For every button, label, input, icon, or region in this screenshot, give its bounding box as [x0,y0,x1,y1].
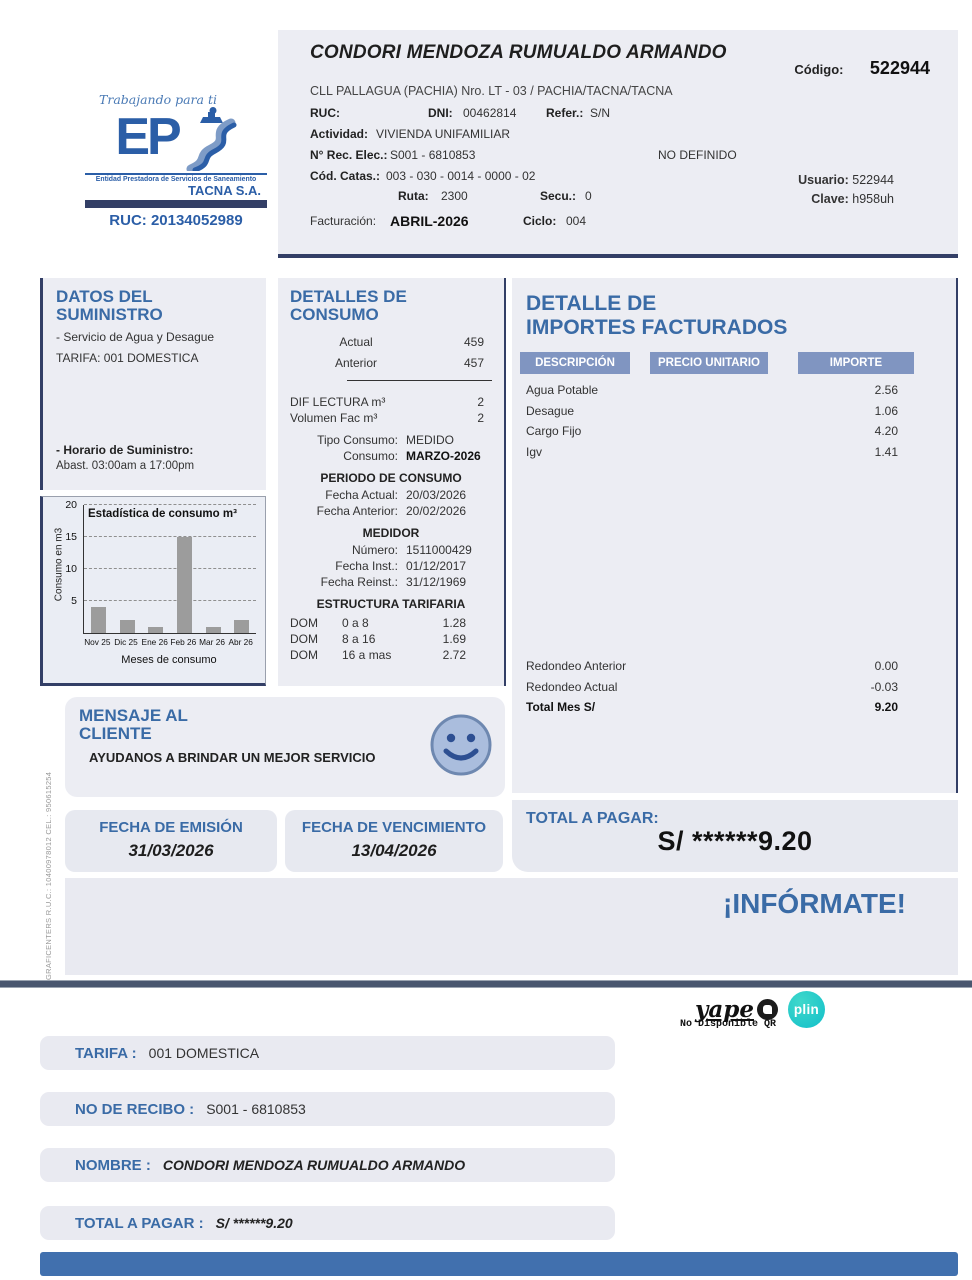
yape-badge-icon [757,999,778,1020]
col-importe: IMPORTE [798,352,914,374]
total-pagar-box [512,800,958,872]
redondeo-actual-label: Redondeo Actual [526,679,618,694]
resumen-nombre-bar [40,1148,615,1182]
importes-table-header [518,352,944,374]
refer-label: Refer.: [546,106,584,120]
fecha-vencimiento-label: FECHA DE VENCIMIENTO [301,819,487,836]
servicio-line: - Servicio de Agua y Desague [56,330,215,345]
logo-subtitle: Entidad Prestadora de Servicios de Saneamiento [85,173,267,183]
ruta-value: 2300 [441,189,468,203]
chart-y-axis-label: Consumo en m3 [53,527,65,602]
mensaje-body: AYUDANOS A BRINDAR UN MEJOR SERVICIO [89,750,376,766]
chart-x-labels [83,637,255,647]
importes-row [524,401,944,422]
printer-side-note: GRAFICENTERS R.U.C.: 10400978012 CEL.: 950615254 [44,771,53,980]
informate-section [65,878,958,975]
detalles-consumo-section [278,278,506,686]
chart-x-tick: Dic 25 [114,637,138,647]
chart-x-axis-label: Meses de consumo [121,654,217,666]
estructura-row [290,632,492,646]
total-mes-row [524,697,944,718]
estructura-title: ESTRUCTURA TARIFARIA [316,597,466,612]
estructura-precio: 1.69 [442,632,466,647]
resumen-tarifa-label: TARIFA : [75,1044,137,1062]
importes-title-line2: IMPORTES FACTURADOS [526,316,788,340]
codigo [794,58,930,79]
usuario [798,173,894,187]
estructura-cat: DOM [290,632,318,647]
chart-x-tick: Feb 26 [170,637,197,647]
consumo-chart [40,496,266,686]
importe-desc: Igv [526,444,543,459]
clave-value: h958uh [852,192,894,206]
resumen-total-bar [40,1206,615,1240]
logo-navy-bar [85,200,267,208]
volumen-label: Volumen Fac m³ [290,411,378,426]
estructura-cat: DOM [290,616,318,631]
estructura-rango: 8 a 16 [342,632,376,647]
ciclo-value: 004 [566,214,587,228]
rec-elec-label: N° Rec. Elec.: [310,148,388,162]
smiley-face-icon [429,713,493,782]
fecha-reinst-label: Fecha Reinst.: [320,575,398,590]
chart-plot [83,505,256,634]
redondeo-actual-value: -0.03 [870,679,898,694]
facturacion-value: ABRIL-2026 [390,213,469,229]
tarifa-line: TARIFA: 001 DOMESTICA [56,351,199,366]
logo-tagline: Trabajando para ti [99,92,217,107]
facturacion-label: Facturación: [310,214,377,228]
ciclo-label: Ciclo: [523,214,557,228]
chart-x-tick: Abr 26 [228,637,253,647]
qr-unavailable-note: No Disponible QR [680,1019,777,1030]
chart-bar [91,607,106,633]
total-pagar-label: TOTAL A PAGAR: [526,810,659,827]
actividad-value: VIVIENDA UNIFAMILIAR [376,127,511,141]
importe-valor: 1.06 [874,403,898,418]
resumen-recibo-bar [40,1092,615,1126]
horario-label: - Horario de Suministro: [56,443,194,458]
mensaje-title-line2: CLIENTE [79,723,152,743]
codigo-label: Código: [794,62,844,77]
importes-rows [512,380,956,462]
fecha-emision-box [65,810,277,872]
tipo-consumo-value: MEDIDO [406,433,454,448]
importes-row [524,442,944,463]
medidor-numero-label: Número: [351,543,398,558]
plin-logo-text: plin [793,1002,820,1017]
resumen-total-value: S/ ******9.20 [215,1215,293,1231]
redondeo-actual-row [524,677,944,698]
estructura-precio: 1.28 [442,616,466,631]
ruta-label: Ruta: [398,189,429,203]
fecha-inst-value: 01/12/2017 [406,559,467,574]
fecha-anterior-value: 20/02/2026 [406,504,467,519]
importe-valor: 2.56 [874,383,898,398]
fecha-actual-label: Fecha Actual: [325,488,398,503]
datos-suministro-section [40,278,266,490]
chart-bar [148,627,163,633]
actual-value: 459 [463,335,484,350]
mensaje-cliente-section [65,697,505,797]
redondeo-anterior-row [524,656,944,677]
estructura-row [290,648,492,662]
dif-lectura-label: DIF LECTURA m³ [290,395,386,410]
water-swoosh-icon [179,107,237,176]
redondeo-group [524,656,944,718]
chart-y-tick: 5 [71,595,77,607]
logo-brand-text: EP [115,108,179,166]
horario-value: Abast. 03:00am a 17:00pm [56,460,195,473]
importes-row [524,380,944,401]
chart-bars [84,505,256,633]
logo-company: TACNA S.A. [188,183,261,198]
chart-x-tick: Ene 26 [141,637,168,647]
fecha-anterior-label: Fecha Anterior: [316,504,398,519]
col-descripcion: DESCRIPCIÓN [520,352,630,374]
plin-logo [788,991,825,1028]
datos-title-line2: SUMINISTRO [56,304,163,324]
chart-title: Estadística de consumo m³ [88,508,237,520]
resumen-tarifa-bar [40,1036,615,1070]
chart-y-tick: 20 [65,499,77,511]
resumen-tarifa-value: 001 DOMESTICA [148,1045,260,1061]
rec-elec-value: S001 - 6810853 [390,148,476,162]
importes-facturados-section [512,278,958,793]
fecha-vencimiento-box [285,810,503,872]
total-pagar-value: S/ ******9.20 [657,826,813,856]
header-block [278,30,958,258]
tipo-consumo-label: Tipo Consumo: [317,433,398,448]
medidor-numero-value: 1511000429 [406,543,472,558]
customer-address: CLL PALLAGUA (PACHIA) Nro. LT - 03 / PACHIA/TACNA/TACNA [310,84,673,98]
codigo-value: 522944 [869,58,930,78]
dif-lectura-value: 2 [477,395,484,410]
chart-y-tick: 10 [65,563,77,575]
usuario-value: 522944 [852,173,894,187]
eps-logo [85,92,267,229]
total-mes-label: Total Mes S/ [526,700,596,714]
reading-separator [347,380,492,381]
fecha-actual-value: 20/03/2026 [406,488,467,503]
resumen-recibo-label: NO DE RECIBO : [75,1100,195,1118]
secu-value: 0 [585,189,592,203]
refer-value: S/N [590,106,611,120]
no-definido: NO DEFINIDO [658,148,737,162]
bottom-blue-bar [40,1252,958,1276]
redondeo-anterior-label: Redondeo Anterior [526,659,627,673]
clave-label: Clave: [811,192,849,206]
consumo-title-line2: CONSUMO [290,304,379,324]
divider-bar [0,980,972,988]
fecha-inst-label: Fecha Inst.: [335,559,398,574]
importe-desc: Agua Potable [526,383,599,398]
ruc-label: RUC: [310,106,340,120]
resumen-total-label: TOTAL A PAGAR : [75,1214,204,1232]
estructura-rango: 16 a mas [342,648,392,663]
total-mes-value: 9.20 [874,700,898,714]
usuario-label: Usuario: [798,173,849,187]
importe-valor: 4.20 [874,424,898,439]
estructura-cat: DOM [290,648,318,663]
mensaje-title-line1: MENSAJE AL [79,706,188,725]
importe-desc: Desague [526,403,575,418]
consumo-mes-label: Consumo: [343,449,398,464]
yape-logo: yape [695,996,754,1023]
medidor-title: MEDIDOR [362,526,420,541]
importes-row [524,421,944,442]
dni-value: 00462814 [463,106,517,120]
anterior-label: Anterior [334,356,378,371]
chart-bar [206,627,221,633]
redondeo-anterior-value: 0.00 [874,659,898,673]
importe-desc: Cargo Fijo [526,424,582,439]
actividad-label: Actividad: [310,127,369,141]
col-precio-unitario: PRECIO UNITARIO [650,352,768,374]
consumo-title-line1: DETALLES DE [290,287,407,306]
cod-catas-label: Cód. Catas.: [310,169,381,183]
informate-text: ¡INFÓRMATE! [723,888,906,919]
logo-ruc: RUC: 20134052989 [109,212,243,229]
resumen-recibo-value: S001 - 6810853 [206,1101,306,1117]
chart-x-tick: Nov 25 [84,637,111,647]
chart-x-tick: Mar 26 [199,637,225,647]
cod-catas-value: 003 - 030 - 0014 - 0000 - 02 [386,169,536,183]
estructura-precio: 2.72 [442,648,466,663]
dni-label: DNI: [428,106,453,120]
chart-bar [234,620,249,633]
clave [811,192,894,206]
chart-bar [177,537,192,633]
fecha-emision-value: 31/03/2026 [128,841,214,860]
importes-title-line1: DETALLE DE [526,292,657,315]
secu-label: Secu.: [540,189,577,203]
chart-y-axis [59,499,79,633]
fecha-reinst-value: 31/12/1969 [406,575,467,590]
importe-valor: 1.41 [874,444,898,459]
consumo-mes-value: MARZO-2026 [406,449,481,464]
volumen-value: 2 [477,411,484,426]
periodo-title: PERIODO DE CONSUMO [320,471,462,486]
actual-label: Actual [339,335,373,350]
estructura-row [290,616,492,630]
resumen-nombre-value: CONDORI MENDOZA RUMUALDO ARMANDO [162,1157,466,1173]
chart-y-tick: 15 [65,531,77,543]
anterior-value: 457 [463,356,484,371]
fecha-vencimiento-value: 13/04/2026 [351,841,437,860]
fecha-emision-label: FECHA DE EMISIÓN [99,819,243,836]
resumen-nombre-label: NOMBRE : [75,1156,151,1174]
estructura-rango: 0 a 8 [342,616,369,631]
chart-bar [120,620,135,633]
datos-title-line1: DATOS DEL [56,287,153,306]
customer-name: CONDORI MENDOZA RUMUALDO ARMANDO [310,42,727,63]
